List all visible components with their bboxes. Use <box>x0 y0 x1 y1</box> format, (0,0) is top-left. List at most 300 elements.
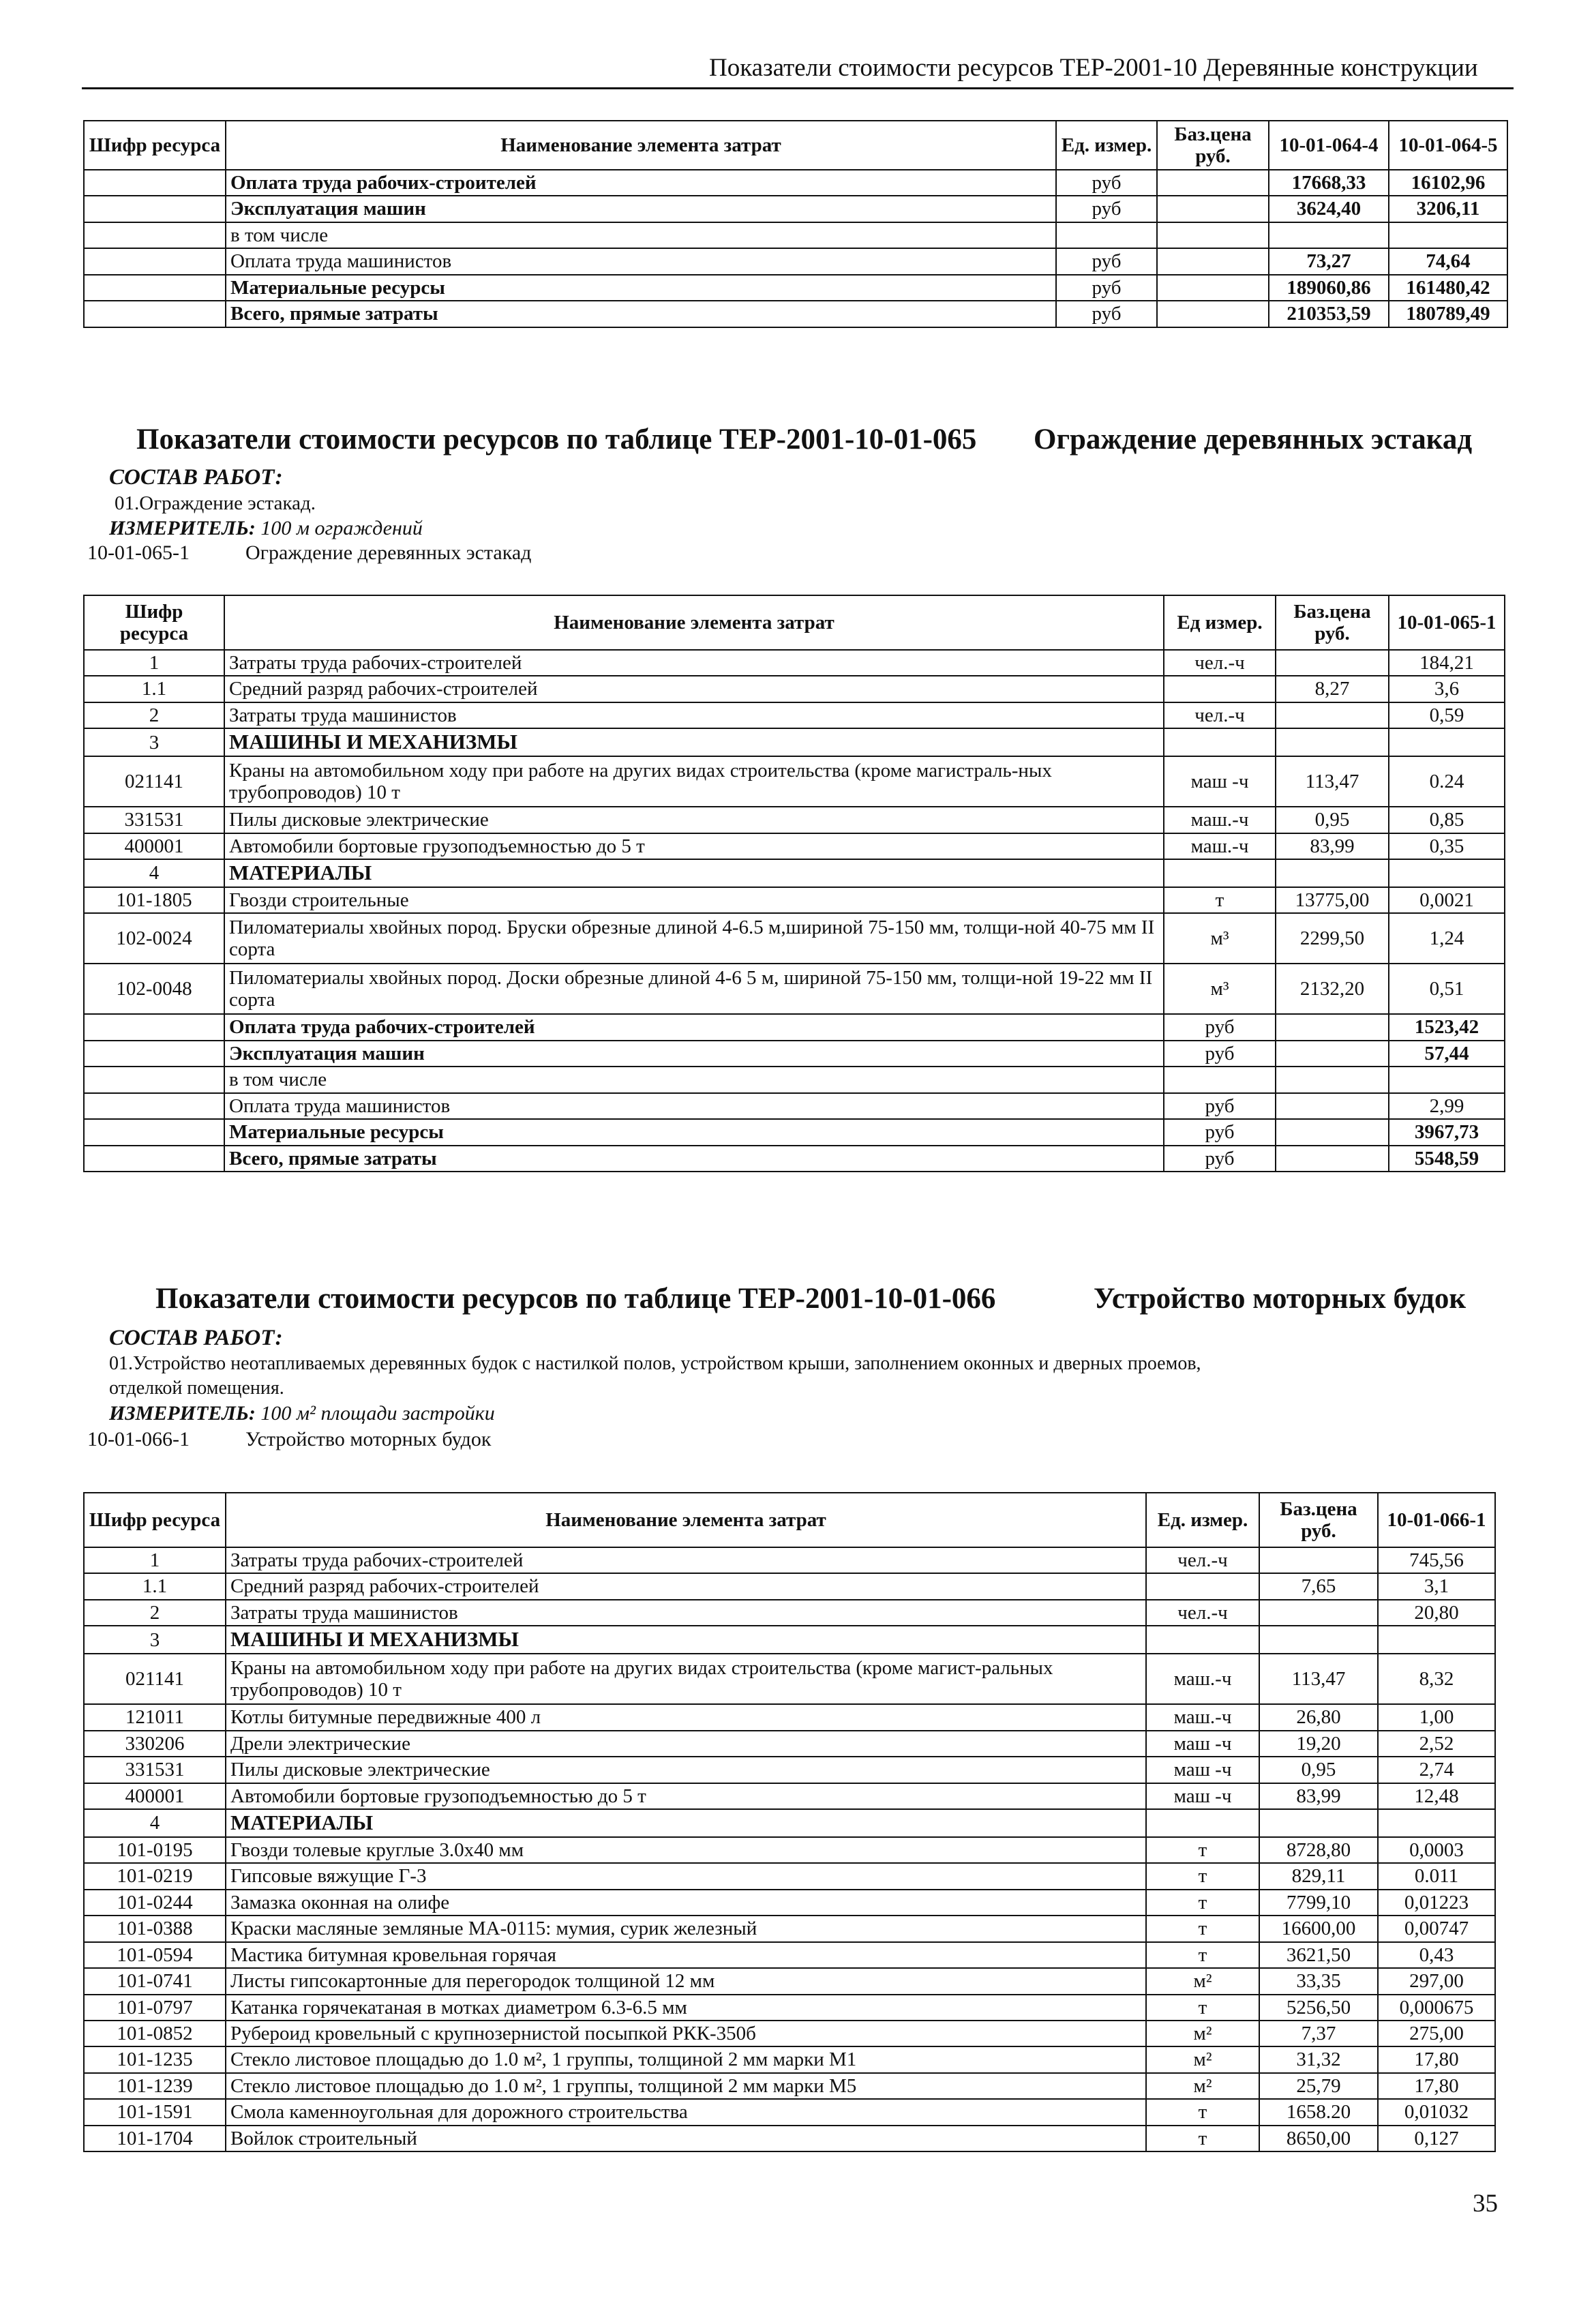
group-row <box>84 859 1505 887</box>
table-row <box>84 222 1507 248</box>
cell-unit: руб <box>1056 170 1157 196</box>
cell-unit <box>1164 859 1276 887</box>
cell-price <box>1157 196 1269 222</box>
cell-name: Всего, прямые затраты <box>224 1146 1164 1172</box>
section2-position-name: Устройство моторных будок <box>245 1428 492 1450</box>
cell-value: 297,00 <box>1378 1968 1495 1994</box>
cell-unit: руб <box>1164 1146 1276 1172</box>
cell-value-064-5 <box>1389 222 1507 248</box>
table-row <box>84 170 1507 196</box>
page-number: 35 <box>1473 2190 1498 2218</box>
cell-value <box>1378 1809 1495 1837</box>
cell-value-064-4: 3624,40 <box>1269 196 1389 222</box>
cell-price <box>1259 1809 1378 1837</box>
col-header-code: Шифр ресурса <box>84 121 226 170</box>
cell-value: 2,74 <box>1378 1757 1495 1783</box>
table-row <box>84 964 1505 1014</box>
cell-name: Гипсовые вяжущие Г-3 <box>226 1863 1146 1889</box>
cell-code: 1.1 <box>84 676 224 702</box>
cell-code: 1 <box>84 1547 226 1573</box>
cell-value: 57,44 <box>1389 1041 1505 1067</box>
cell-price: 113,47 <box>1259 1654 1378 1704</box>
cell-value-064-4: 210353,59 <box>1269 301 1389 327</box>
cell-unit: руб <box>1056 275 1157 301</box>
cell-unit: маш.-ч <box>1146 1704 1259 1730</box>
cell-unit: маш.-ч <box>1164 833 1276 859</box>
col-header-066-1: 10-01-066-1 <box>1378 1493 1495 1547</box>
cell-price <box>1157 301 1269 327</box>
cell-value-064-5: 180789,49 <box>1389 301 1507 327</box>
cell-name: Рубероид кровельный с крупнозернистой посыпкой РКК-350б <box>226 2021 1146 2046</box>
cell-value: 0,000675 <box>1378 1995 1495 2021</box>
cell-price: 13775,00 <box>1276 887 1389 913</box>
cell-value-064-4: 73,27 <box>1269 248 1389 274</box>
section1-position-name: Ограждение деревянных эстакад <box>245 541 532 564</box>
cell-unit <box>1164 1067 1276 1092</box>
running-head: Показатели стоимости ресурсов ТЕР-2001-10 Деревянные конструкции <box>709 54 1478 82</box>
top-table <box>83 120 1508 328</box>
table-row <box>84 756 1505 807</box>
table-row <box>84 1600 1495 1626</box>
cell-code <box>84 275 226 301</box>
cell-value: 0,127 <box>1378 2126 1495 2151</box>
table-row <box>84 1757 1495 1783</box>
cell-price: 1658.20 <box>1259 2099 1378 2125</box>
cell-unit: чел.-ч <box>1146 1547 1259 1573</box>
cell-value: 12,48 <box>1378 1783 1495 1809</box>
cell-name: Средний разряд рабочих-строителей <box>226 1573 1146 1599</box>
cell-code: 102-0048 <box>84 964 224 1014</box>
cell-price <box>1276 1146 1389 1172</box>
section1-position-code: 10-01-065-1 <box>87 541 190 564</box>
cell-value-064-4: 189060,86 <box>1269 275 1389 301</box>
cell-code: 101-0852 <box>84 2021 226 2046</box>
cell-value-064-5: 3206,11 <box>1389 196 1507 222</box>
cell-value: 0,43 <box>1378 1942 1495 1968</box>
cell-name: Краны на автомобильном ходу при работе на других видах строительства (кроме магист-ральных трубопроводов) 10 т <box>226 1654 1146 1704</box>
cell-value-064-4 <box>1269 222 1389 248</box>
cell-code: 2 <box>84 702 224 728</box>
cell-unit: т <box>1146 2099 1259 2125</box>
cell-value-064-5: 74,64 <box>1389 248 1507 274</box>
cell-value: 1523,42 <box>1389 1014 1505 1040</box>
cell-value: 3,6 <box>1389 676 1505 702</box>
cell-name: МАШИНЫ И МЕХАНИЗМЫ <box>226 1626 1146 1654</box>
cell-price: 26,80 <box>1259 1704 1378 1730</box>
cell-name: Затраты труда рабочих-строителей <box>224 650 1164 676</box>
cell-unit: маш -ч <box>1146 1757 1259 1783</box>
cell-code <box>84 1093 224 1119</box>
cell-name: Гвозди строительные <box>224 887 1164 913</box>
cell-code: 4 <box>84 859 224 887</box>
cell-code <box>84 1119 224 1145</box>
cell-code: 101-1235 <box>84 2046 226 2072</box>
cell-price <box>1276 702 1389 728</box>
cell-unit: т <box>1146 1837 1259 1863</box>
cell-unit: м² <box>1146 2021 1259 2046</box>
cell-value-064-4: 17668,33 <box>1269 170 1389 196</box>
col-header-065-1: 10-01-065-1 <box>1389 595 1505 650</box>
table-066-body <box>84 1547 1495 2151</box>
cell-unit: руб <box>1164 1041 1276 1067</box>
total-row <box>84 1067 1505 1092</box>
cell-code: 331531 <box>84 1757 226 1783</box>
cell-price <box>1157 248 1269 274</box>
cell-value: 2,52 <box>1378 1731 1495 1757</box>
total-row <box>84 1041 1505 1067</box>
cell-code: 330206 <box>84 1731 226 1757</box>
cell-price: 33,35 <box>1259 1968 1378 1994</box>
cell-value <box>1378 1626 1495 1654</box>
cell-code: 101-1591 <box>84 2099 226 2125</box>
table-row <box>84 248 1507 274</box>
cell-name: Затраты труда машинистов <box>226 1600 1146 1626</box>
cell-value <box>1389 859 1505 887</box>
cell-unit: м³ <box>1164 964 1276 1014</box>
cell-code <box>84 301 226 327</box>
cell-value: 0.24 <box>1389 756 1505 807</box>
col-header-name: Наименование элемента затрат <box>226 121 1056 170</box>
cell-price <box>1259 1600 1378 1626</box>
cell-price: 0,95 <box>1276 807 1389 833</box>
cell-price <box>1276 1041 1389 1067</box>
cell-unit: руб <box>1056 248 1157 274</box>
cell-price: 83,99 <box>1276 833 1389 859</box>
cell-value: 2,99 <box>1389 1093 1505 1119</box>
cell-name: Гвозди толевые круглые 3.0х40 мм <box>226 1837 1146 1863</box>
cell-value: 184,21 <box>1389 650 1505 676</box>
table-row <box>84 2126 1495 2151</box>
cell-name: Материальные ресурсы <box>224 1119 1164 1145</box>
cell-unit: чел.-ч <box>1164 650 1276 676</box>
cell-unit: т <box>1146 2126 1259 2151</box>
cell-value: 0,01032 <box>1378 2099 1495 2125</box>
table-row <box>84 650 1505 676</box>
cell-price: 25,79 <box>1259 2073 1378 2099</box>
cell-name: Пилы дисковые электрические <box>224 807 1164 833</box>
table-row <box>84 1995 1495 2021</box>
cell-value: 0,00747 <box>1378 1916 1495 1941</box>
cell-value-064-5: 16102,96 <box>1389 170 1507 196</box>
cell-unit: т <box>1146 1942 1259 1968</box>
cell-unit: руб <box>1164 1014 1276 1040</box>
section1-title: Показатели стоимости ресурсов по таблице ТЕР-2001-10-01-065 <box>136 423 977 456</box>
cell-value: 0.011 <box>1378 1863 1495 1889</box>
cell-price: 16600,00 <box>1259 1916 1378 1941</box>
cell-code <box>84 170 226 196</box>
col-header-code: Шифр ресурса <box>84 1493 226 1547</box>
table-row <box>84 702 1505 728</box>
cell-unit: т <box>1146 1863 1259 1889</box>
cell-value: 17,80 <box>1378 2046 1495 2072</box>
cell-value: 5548,59 <box>1389 1146 1505 1172</box>
table-row <box>84 1863 1495 1889</box>
cell-code: 2 <box>84 1600 226 1626</box>
cell-unit: м² <box>1146 2046 1259 2072</box>
cell-price <box>1276 1093 1389 1119</box>
cell-code: 021141 <box>84 1654 226 1704</box>
cell-name: Стекло листовое площадью до 1.0 м², 1 группы, толщиной 2 мм марки М5 <box>226 2073 1146 2099</box>
cell-code: 3 <box>84 1626 226 1654</box>
cell-unit: маш.-ч <box>1164 807 1276 833</box>
cell-price: 7,65 <box>1259 1573 1378 1599</box>
cell-price: 31,32 <box>1259 2046 1378 2072</box>
section2-position-code: 10-01-066-1 <box>87 1428 190 1450</box>
cell-unit: маш -ч <box>1146 1731 1259 1757</box>
cell-name: Смола каменноугольная для дорожного строительства <box>226 2099 1146 2125</box>
cell-unit: т <box>1164 887 1276 913</box>
col-header-name: Наименование элемента затрат <box>226 1493 1146 1547</box>
cell-price: 7,37 <box>1259 2021 1378 2046</box>
cell-name: Эксплуатация машин <box>226 196 1056 222</box>
section2-meter-value: 100 м² площади застройки <box>260 1402 495 1425</box>
section1-meter-value: 100 м ограждений <box>260 517 423 539</box>
cell-code: 101-1704 <box>84 2126 226 2151</box>
header-rule <box>82 87 1514 89</box>
total-row <box>84 1119 1505 1145</box>
total-row <box>84 1093 1505 1119</box>
cell-value: 3,1 <box>1378 1573 1495 1599</box>
table-row <box>84 196 1507 222</box>
top-table-body <box>84 170 1507 327</box>
cell-code: 400001 <box>84 1783 226 1809</box>
cell-value: 1,00 <box>1378 1704 1495 1730</box>
cell-name: Краски масляные земляные МА-0115: мумия, сурик железный <box>226 1916 1146 1941</box>
cell-name: в том числе <box>224 1067 1164 1092</box>
cell-price: 19,20 <box>1259 1731 1378 1757</box>
col-header-price: Баз.цена руб. <box>1157 121 1269 170</box>
col-header-price: Баз.цена руб. <box>1276 595 1389 650</box>
cell-code: 101-0741 <box>84 1968 226 1994</box>
table-row <box>84 1783 1495 1809</box>
cell-unit: руб <box>1164 1119 1276 1145</box>
cell-name: Краны на автомобильном ходу при работе на других видах строительства (кроме магистраль-ных трубопроводов) 10 т <box>224 756 1164 807</box>
section1-meter-label: ИЗМЕРИТЕЛЬ: <box>109 517 256 539</box>
group-row <box>84 1809 1495 1837</box>
cell-unit: м² <box>1146 2073 1259 2099</box>
cell-unit <box>1164 676 1276 702</box>
cell-code: 3 <box>84 728 224 756</box>
cell-code <box>84 1014 224 1040</box>
cell-unit: т <box>1146 1890 1259 1916</box>
cell-name: Пиломатериалы хвойных пород. Бруски обрезные длиной 4-6.5 м,шириной 75-150 мм, толщи-ной 40-75 мм II сорта <box>224 913 1164 964</box>
cell-name: Оплата труда рабочих-строителей <box>224 1014 1164 1040</box>
cell-price <box>1276 1014 1389 1040</box>
cell-price <box>1259 1547 1378 1573</box>
cell-code: 1.1 <box>84 1573 226 1599</box>
cell-name: Дрели электрические <box>226 1731 1146 1757</box>
cell-unit <box>1146 1809 1259 1837</box>
cell-value: 0,85 <box>1389 807 1505 833</box>
cell-code: 101-1239 <box>84 2073 226 2099</box>
cell-code: 1 <box>84 650 224 676</box>
col-header-name: Наименование элемента затрат <box>224 595 1164 650</box>
cell-value: 0,0003 <box>1378 1837 1495 1863</box>
cell-code <box>84 222 226 248</box>
cell-price: 113,47 <box>1276 756 1389 807</box>
cell-code <box>84 1041 224 1067</box>
cell-price: 8728,80 <box>1259 1837 1378 1863</box>
cell-code: 102-0024 <box>84 913 224 964</box>
cell-price: 83,99 <box>1259 1783 1378 1809</box>
table-row <box>84 2046 1495 2072</box>
cell-name: Автомобили бортовые грузоподъемностью до 5 т <box>224 833 1164 859</box>
cell-name: Катанка горячекатаная в мотках диаметром 6.3-6.5 мм <box>226 1995 1146 2021</box>
cell-price <box>1276 650 1389 676</box>
cell-price: 2299,50 <box>1276 913 1389 964</box>
cell-name: МАТЕРИАЛЫ <box>226 1809 1146 1837</box>
cell-price: 829,11 <box>1259 1863 1378 1889</box>
table-row <box>84 807 1505 833</box>
section2-composition-label: СОСТАВ РАБОТ: <box>109 1326 283 1350</box>
cell-code: 101-0219 <box>84 1863 226 1889</box>
cell-code: 101-0244 <box>84 1890 226 1916</box>
cell-price: 0,95 <box>1259 1757 1378 1783</box>
cell-price <box>1157 275 1269 301</box>
table-066 <box>83 1492 1496 2152</box>
table-row <box>84 833 1505 859</box>
cell-value: 0,01223 <box>1378 1890 1495 1916</box>
table-row <box>84 1573 1495 1599</box>
cell-name: Мастика битумная кровельная горячая <box>226 1942 1146 1968</box>
cell-code: 101-0594 <box>84 1942 226 1968</box>
total-row <box>84 1146 1505 1172</box>
cell-code <box>84 196 226 222</box>
cell-price: 5256,50 <box>1259 1995 1378 2021</box>
cell-code: 101-0195 <box>84 1837 226 1863</box>
table-row <box>84 887 1505 913</box>
group-row <box>84 1626 1495 1654</box>
cell-unit: м² <box>1146 1968 1259 1994</box>
table-row <box>84 1916 1495 1941</box>
cell-code: 331531 <box>84 807 224 833</box>
cell-code <box>84 1067 224 1092</box>
table-row <box>84 1942 1495 1968</box>
cell-price: 8650,00 <box>1259 2126 1378 2151</box>
cell-code: 101-1805 <box>84 887 224 913</box>
cell-name: Войлок строительный <box>226 2126 1146 2151</box>
section2-title-right: Устройство моторных будок <box>1094 1283 1467 1315</box>
cell-price: 3621,50 <box>1259 1942 1378 1968</box>
col-header-064-5: 10-01-064-5 <box>1389 121 1507 170</box>
cell-unit: м³ <box>1164 913 1276 964</box>
section2-composition-line1: 01.Устройство неотапливаемых деревянных будок с настилкой полов, устройством крыши, заполнением оконных и дверных проемов, <box>109 1353 1201 1374</box>
cell-value: 275,00 <box>1378 2021 1495 2046</box>
section2-meter-label: ИЗМЕРИТЕЛЬ: <box>109 1402 256 1425</box>
section1-composition-text: 01.Ограждение эстакад. <box>115 492 316 514</box>
cell-value: 0,35 <box>1389 833 1505 859</box>
cell-unit: чел.-ч <box>1164 702 1276 728</box>
cell-name: МАТЕРИАЛЫ <box>224 859 1164 887</box>
cell-code: 121011 <box>84 1704 226 1730</box>
cell-price: 8,27 <box>1276 676 1389 702</box>
cell-name: Пилы дисковые электрические <box>226 1757 1146 1783</box>
cell-name: Затраты труда рабочих-строителей <box>226 1547 1146 1573</box>
cell-name: Замазка оконная на олифе <box>226 1890 1146 1916</box>
col-header-unit: Ед измер. <box>1164 595 1276 650</box>
col-header-code: Шифр ресурса <box>84 595 224 650</box>
cell-code: 101-0388 <box>84 1916 226 1941</box>
total-row <box>84 1014 1505 1040</box>
cell-unit: маш -ч <box>1146 1783 1259 1809</box>
section1-meter <box>109 517 423 540</box>
cell-name: Эксплуатация машин <box>224 1041 1164 1067</box>
cell-name: Материальные ресурсы <box>226 275 1056 301</box>
cell-code <box>84 1146 224 1172</box>
cell-unit <box>1146 1626 1259 1654</box>
cell-unit <box>1056 222 1157 248</box>
cell-price <box>1276 1067 1389 1092</box>
cell-price: 2132,20 <box>1276 964 1389 1014</box>
cell-price <box>1276 728 1389 756</box>
cell-unit: чел.-ч <box>1146 1600 1259 1626</box>
table-row <box>84 301 1507 327</box>
cell-value: 20,80 <box>1378 1600 1495 1626</box>
table-row <box>84 1547 1495 1573</box>
table-row <box>84 2073 1495 2099</box>
cell-unit <box>1146 1573 1259 1599</box>
cell-unit: маш -ч <box>1164 756 1276 807</box>
cell-name: МАШИНЫ И МЕХАНИЗМЫ <box>224 728 1164 756</box>
section2-composition-line2: отделкой помещения. <box>109 1377 284 1399</box>
cell-price <box>1276 859 1389 887</box>
col-header-unit: Ед. измер. <box>1056 121 1157 170</box>
table-row <box>84 1731 1495 1757</box>
cell-name: Стекло листовое площадью до 1.0 м², 1 группы, толщиной 2 мм марки М1 <box>226 2046 1146 2072</box>
cell-price <box>1276 1119 1389 1145</box>
cell-name: Автомобили бортовые грузоподъемностью до 5 т <box>226 1783 1146 1809</box>
cell-code: 021141 <box>84 756 224 807</box>
cell-name: Средний разряд рабочих-строителей <box>224 676 1164 702</box>
cell-unit: т <box>1146 1916 1259 1941</box>
cell-price <box>1157 222 1269 248</box>
cell-name: Пиломатериалы хвойных пород. Доски обрезные длиной 4-6 5 м, шириной 75-150 мм, толщи-ной 19-22 мм II сорта <box>224 964 1164 1014</box>
table-row <box>84 913 1505 964</box>
table-row <box>84 676 1505 702</box>
cell-value: 0,51 <box>1389 964 1505 1014</box>
cell-code: 400001 <box>84 833 224 859</box>
table-row <box>84 2099 1495 2125</box>
cell-unit: руб <box>1056 301 1157 327</box>
table-row <box>84 1654 1495 1704</box>
cell-value-064-5: 161480,42 <box>1389 275 1507 301</box>
cell-unit: руб <box>1056 196 1157 222</box>
cell-name: Затраты труда машинистов <box>224 702 1164 728</box>
cell-code <box>84 248 226 274</box>
cell-value: 17,80 <box>1378 2073 1495 2099</box>
table-065 <box>83 595 1505 1172</box>
table-row <box>84 1968 1495 1994</box>
cell-name: Оплата труда машинистов <box>226 248 1056 274</box>
cell-price <box>1259 1626 1378 1654</box>
cell-name: Листы гипсокартонные для перегородок толщиной 12 мм <box>226 1968 1146 1994</box>
col-header-064-4: 10-01-064-4 <box>1269 121 1389 170</box>
cell-code: 4 <box>84 1809 226 1837</box>
cell-unit <box>1164 728 1276 756</box>
col-header-price: Баз.цена руб. <box>1259 1493 1378 1547</box>
cell-value: 745,56 <box>1378 1547 1495 1573</box>
cell-name: Оплата труда машинистов <box>224 1093 1164 1119</box>
cell-code: 101-0797 <box>84 1995 226 2021</box>
cell-name: в том числе <box>226 222 1056 248</box>
table-row <box>84 1890 1495 1916</box>
section2-title: Показатели стоимости ресурсов по таблице ТЕР-2001-10-01-066 <box>155 1283 996 1315</box>
table-row <box>84 275 1507 301</box>
cell-value <box>1389 728 1505 756</box>
table-row <box>84 1837 1495 1863</box>
cell-value: 8,32 <box>1378 1654 1495 1704</box>
table-row <box>84 2021 1495 2046</box>
